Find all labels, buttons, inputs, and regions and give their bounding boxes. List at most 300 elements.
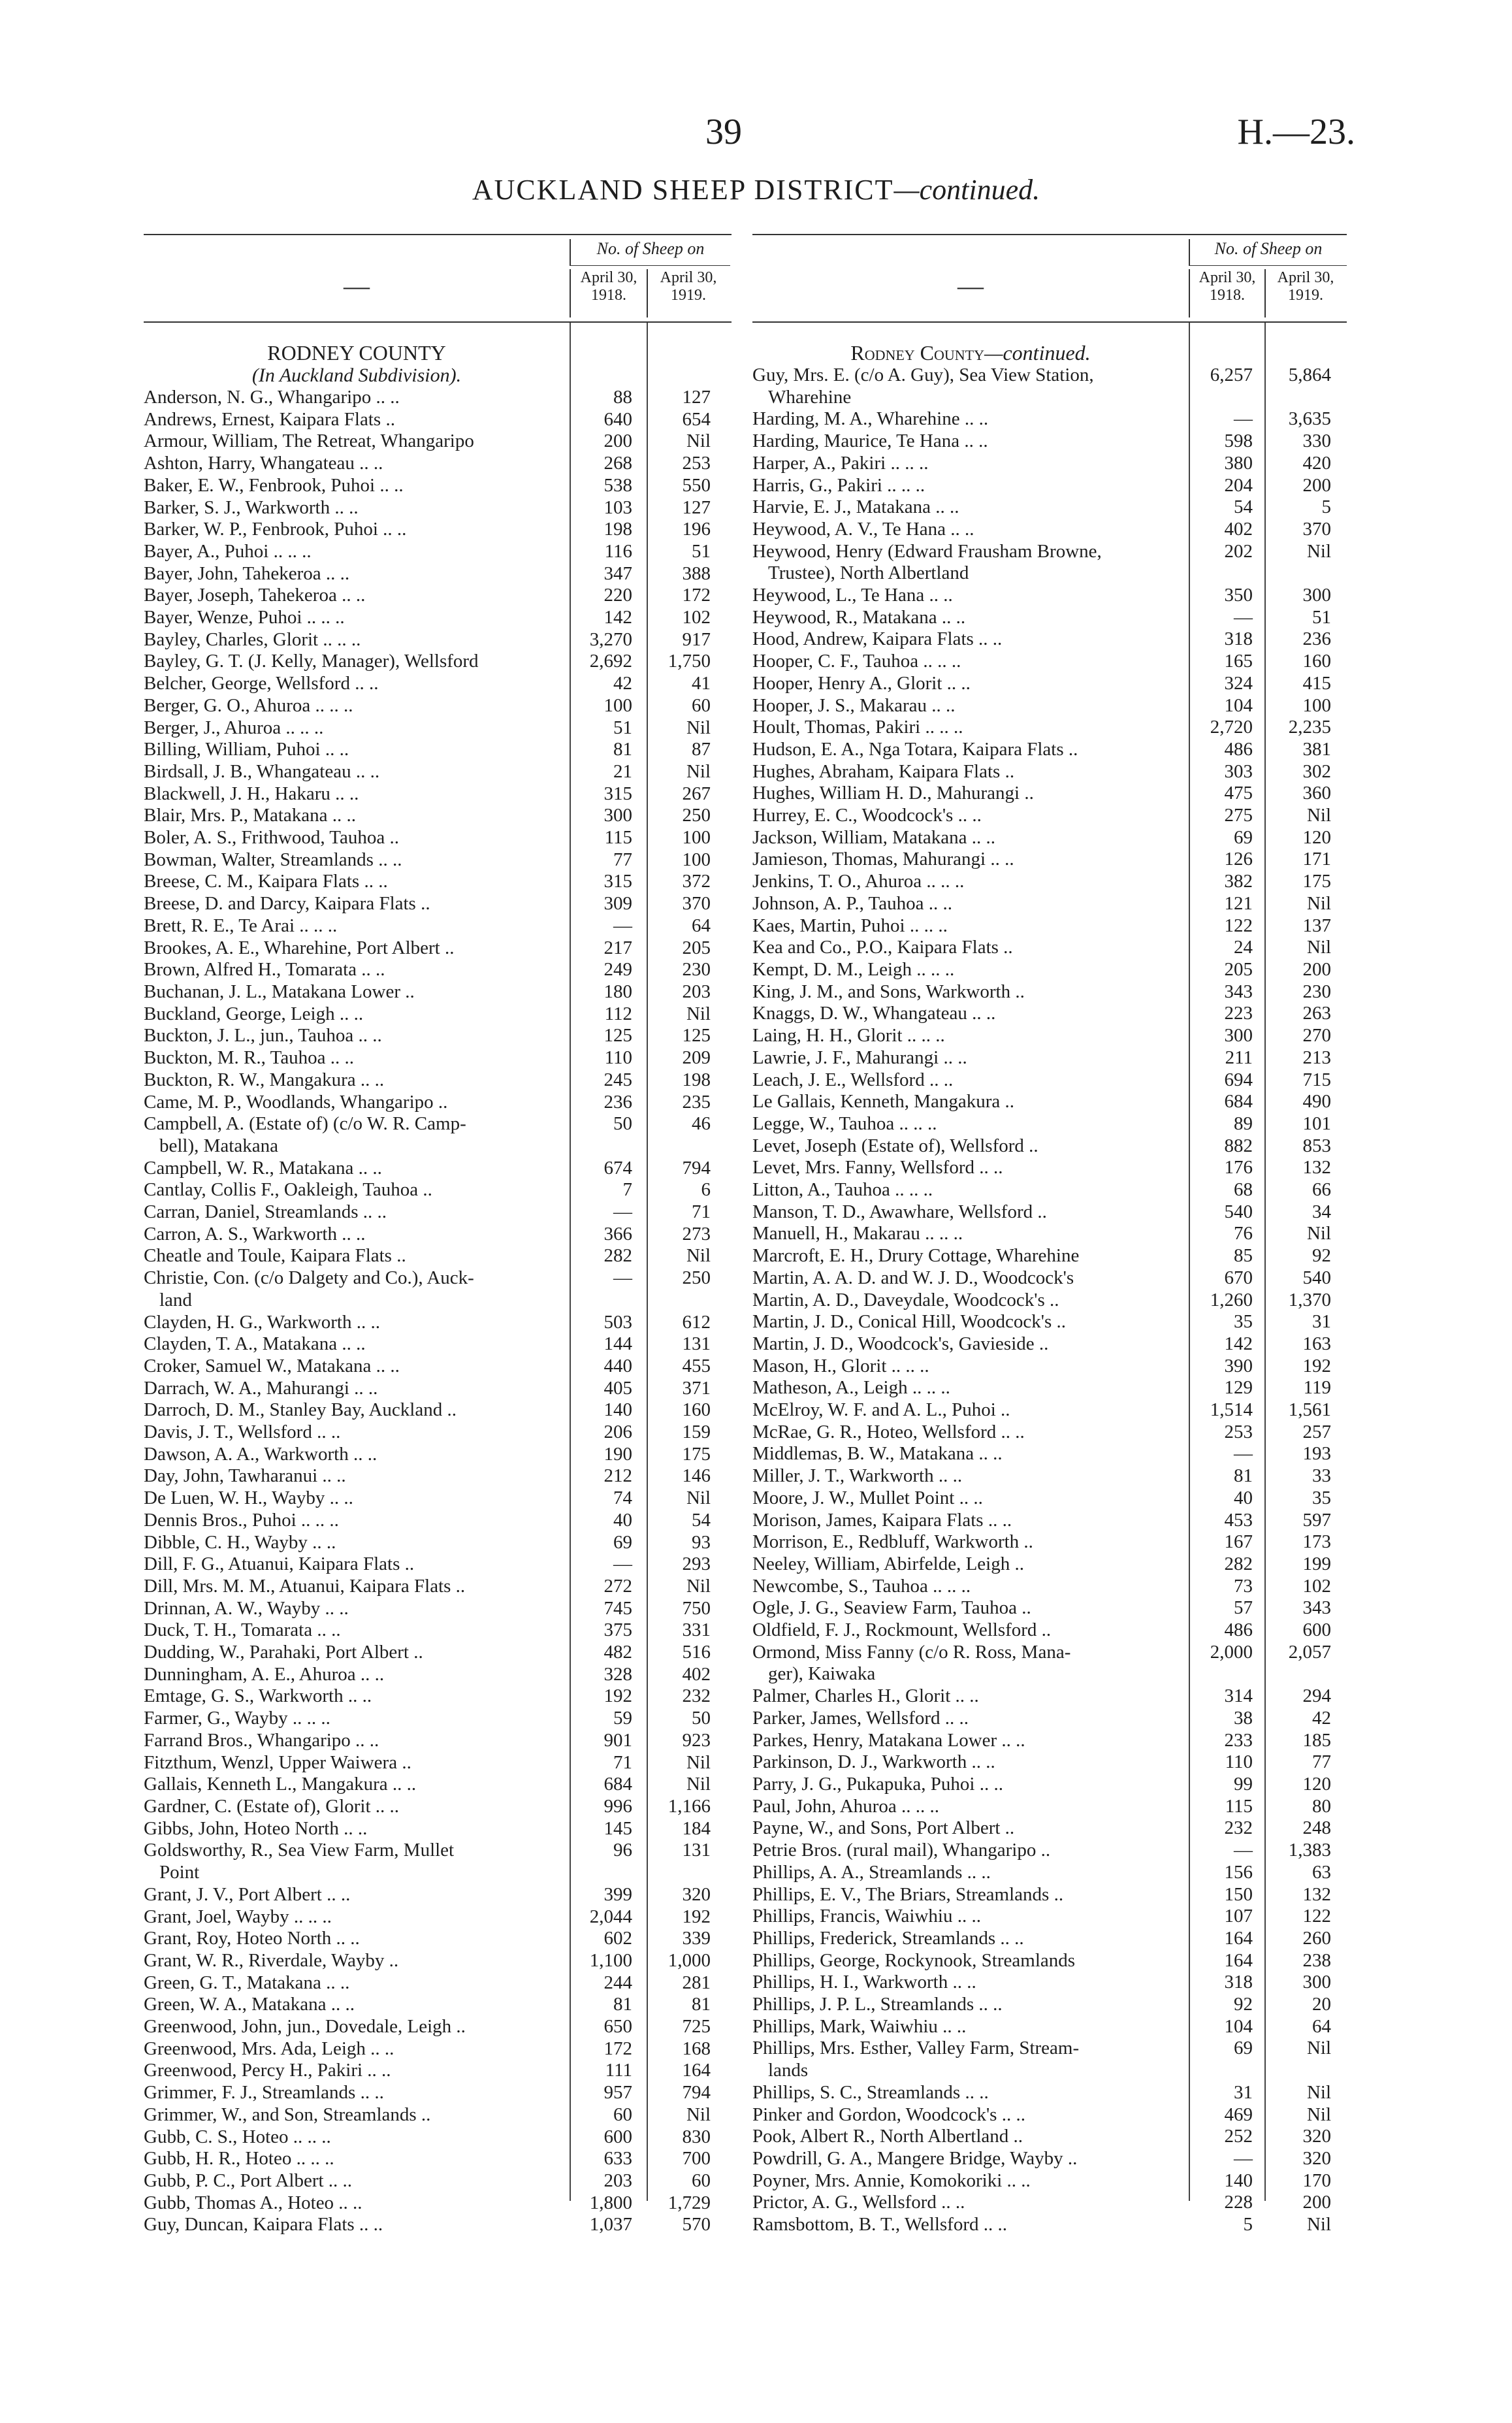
table-row	[752, 959, 1347, 981]
sheep-1919: 41	[692, 673, 711, 694]
sheep-1919: Nil	[686, 1003, 711, 1024]
table-row	[752, 1708, 1347, 1730]
owner-name-text: Duck, T. H., Tomarata .. ..	[144, 1619, 341, 1641]
table-row	[144, 453, 732, 475]
owner-name-text: Greenwood, Percy H., Pakiri .. ..	[144, 2060, 391, 2081]
sheep-1919: 92	[1312, 1245, 1331, 1267]
sheep-1919: 250	[682, 805, 711, 826]
owner-name	[752, 1113, 1183, 1135]
owner-name	[752, 1267, 1183, 1290]
table-row	[144, 1950, 732, 1972]
owner-name	[752, 981, 1183, 1003]
sheep-1918: 121	[1224, 892, 1253, 914]
sheep-1918: 315	[603, 871, 632, 892]
sheep-1919: Nil	[686, 1245, 711, 1267]
owner-name-text: Harris, G., Pakiri .. .. ..	[752, 474, 925, 496]
sheep-1919: 100	[682, 849, 711, 870]
sheep-1919: 2,235	[1288, 717, 1331, 738]
sheep-1919: Nil	[1306, 2038, 1331, 2059]
right-table-body	[752, 323, 1347, 2236]
owner-name-text: Pinker and Gordon, Woodcock's .. ..	[752, 2104, 1025, 2125]
sheep-1918: 100	[603, 694, 632, 716]
table-row	[752, 1817, 1347, 1840]
owner-name-text: Bayer, Wenze, Puhoi .. .. ..	[144, 607, 345, 628]
owner-name	[752, 827, 1183, 849]
sheep-1919: Nil	[686, 431, 711, 452]
sheep-1919: 516	[682, 1642, 711, 1663]
sheep-1918: 69	[1234, 2038, 1253, 2059]
sheep-1919: 93	[692, 1531, 711, 1553]
owner-name-text: Campbell, W. R., Matakana .. ..	[144, 1157, 382, 1179]
owner-name-text: Ramsbottom, B. T., Wellsford .. ..	[752, 2214, 1007, 2236]
table-row	[752, 871, 1347, 893]
owner-name-text: Anderson, N. G., Whangaripo .. ..	[144, 387, 400, 408]
sheep-1918: 324	[1224, 672, 1253, 694]
owner-name-text: Gallais, Kenneth L., Mangakura .. ..	[144, 1774, 417, 1795]
sheep-1918: 211	[1225, 1047, 1253, 1068]
table-row	[144, 1290, 732, 1312]
table-row	[144, 1685, 732, 1708]
sheep-1918: 164	[1224, 1927, 1253, 1949]
table-row	[752, 1179, 1347, 1201]
owner-name	[144, 1245, 562, 1267]
sheep-1919: 193	[1302, 1443, 1331, 1465]
owner-name	[144, 2060, 562, 2082]
sheep-1918: 142	[603, 607, 632, 628]
sheep-1918: 99	[1234, 1774, 1253, 1795]
table-row	[752, 1840, 1347, 1862]
table-row	[752, 1906, 1347, 1928]
owner-name	[752, 2104, 1183, 2126]
sheep-1918: 249	[603, 959, 632, 981]
table-row	[144, 1906, 732, 1928]
owner-name-text: Dibble, C. H., Wayby .. ..	[144, 1531, 336, 1553]
table-row	[752, 1356, 1347, 1378]
owner-name-text: Gibbs, John, Hoteo North .. ..	[144, 1817, 368, 1839]
sheep-1918: 81	[613, 739, 632, 760]
owner-name	[752, 1069, 1183, 1092]
table-row	[752, 1290, 1347, 1312]
owner-name	[752, 761, 1183, 783]
table-row	[752, 805, 1347, 827]
owner-name	[752, 1994, 1183, 2016]
table-row	[144, 1356, 732, 1378]
sheep-1918: 228	[1224, 2192, 1253, 2213]
owner-name	[752, 1774, 1183, 1796]
table-row	[144, 981, 732, 1003]
sheep-1918: 111	[605, 2060, 632, 2081]
sheep-1919: 343	[1302, 1597, 1331, 1619]
sheep-1919: 570	[682, 2214, 711, 2236]
owner-name	[144, 1730, 562, 1752]
table-row	[144, 1422, 732, 1444]
owner-name	[144, 2192, 562, 2215]
sheep-1919: 6	[701, 1179, 711, 1201]
owner-name-text: Cantlay, Collis F., Oakleigh, Tauhoa ..	[144, 1179, 432, 1201]
owner-name	[752, 1862, 1183, 1884]
sheep-1919: 54	[692, 1509, 711, 1531]
owner-name	[144, 431, 562, 453]
sheep-1918: 2,000	[1210, 1641, 1253, 1663]
owner-name-text: McRae, G. R., Hoteo, Wellsford .. ..	[752, 1421, 1025, 1442]
sheep-1919: 1,166	[668, 1796, 711, 1817]
sheep-1919: 300	[1302, 1972, 1331, 1993]
name-column-header: —	[344, 271, 370, 301]
sheep-1918: 144	[603, 1333, 632, 1355]
table-row	[144, 695, 732, 717]
sheep-1919: Nil	[1306, 892, 1331, 914]
table-row	[752, 1135, 1347, 1158]
sheep-1919: 198	[682, 1069, 711, 1090]
sheep-1919: Nil	[1306, 2081, 1331, 2103]
owner-name	[144, 1774, 562, 1796]
table-row	[752, 1047, 1347, 1069]
owner-name	[144, 1708, 562, 1730]
owner-name-text: Emtage, G. S., Warkworth .. ..	[144, 1685, 372, 1707]
owner-name	[752, 1730, 1183, 1752]
owner-name	[144, 1598, 562, 1620]
owner-name-text: Darrach, W. A., Mahurangi .. ..	[144, 1377, 378, 1399]
owner-name	[144, 805, 562, 827]
column-rule	[570, 323, 571, 2201]
table-row	[752, 893, 1347, 915]
sheep-1918: 1,260	[1210, 1289, 1253, 1310]
owner-name	[144, 937, 562, 960]
table-row	[144, 1642, 732, 1664]
table-row	[144, 607, 732, 629]
table-row	[144, 717, 732, 740]
table-row	[752, 2192, 1347, 2214]
sheep-1918: 180	[603, 981, 632, 1002]
owner-name-text: Phillips, J. P. L., Streamlands .. ..	[752, 1994, 1003, 2015]
owner-name	[752, 1356, 1183, 1378]
owner-name	[752, 1157, 1183, 1179]
sheep-1919: 794	[682, 1157, 711, 1179]
owner-name	[144, 1685, 562, 1708]
sheep-1919: 213	[1302, 1047, 1331, 1068]
owner-name	[752, 849, 1183, 871]
owner-name-text: Ogle, J. G., Seaview Farm, Tauhoa ..	[752, 1597, 1031, 1619]
owner-name	[144, 1972, 562, 1994]
sheep-1918: 204	[1224, 474, 1253, 496]
owner-name	[752, 651, 1183, 673]
table-row	[752, 981, 1347, 1003]
owner-name-text: Armour, William, The Retreat, Whangaripo	[144, 431, 474, 452]
sheep-1919: Nil	[686, 1488, 711, 1509]
owner-name-text: Mason, H., Glorit .. .. ..	[752, 1355, 929, 1376]
owner-name-text: Miller, J. T., Warkworth .. ..	[752, 1465, 963, 1487]
owner-name	[144, 1884, 562, 1906]
table-row	[752, 496, 1347, 519]
owner-name	[144, 1224, 562, 1246]
sheep-1919: 415	[1302, 672, 1331, 694]
owner-name	[752, 1597, 1183, 1619]
table-row	[144, 2170, 732, 2192]
sheep-1918: 5	[1243, 2214, 1253, 2236]
sheep-1918: 71	[613, 1751, 632, 1773]
table-row	[144, 761, 732, 783]
owner-name-text: Bayer, John, Tahekeroa .. ..	[144, 562, 350, 584]
sheep-1918: 206	[603, 1422, 632, 1443]
sheep-1918: 469	[1224, 2104, 1253, 2125]
owner-name-text: Guy, Duncan, Kaipara Flats .. ..	[144, 2214, 383, 2236]
sheep-1918: 232	[1224, 1817, 1253, 1839]
owner-name	[144, 2016, 562, 2038]
sheep-1919: 654	[682, 408, 711, 430]
sheep-1919: 715	[1302, 1069, 1331, 1090]
owner-name	[752, 1840, 1183, 1862]
sheep-1919: 175	[682, 1443, 711, 1465]
owner-name-text: Croker, Samuel W., Matakana .. ..	[144, 1355, 400, 1376]
table-row	[144, 1092, 732, 1114]
owner-name-text: Gubb, C. S., Hoteo .. .. ..	[144, 2126, 331, 2147]
owner-name-text: Moore, J. W., Mullet Point .. ..	[752, 1487, 983, 1508]
owner-name	[752, 1817, 1183, 1840]
sheep-1918: 303	[1224, 760, 1253, 782]
table-row	[144, 629, 732, 651]
sheep-1919: 171	[1302, 849, 1331, 870]
page-reference: H.—23.	[1237, 112, 1355, 152]
owner-name-text: Green, G. T., Matakana .. ..	[144, 1972, 350, 1993]
owner-name-text: Farmer, G., Wayby .. .. ..	[144, 1708, 330, 1729]
owner-name-text: Manuell, H., Makarau .. .. ..	[752, 1223, 963, 1244]
section-title-suffix: —continued.	[984, 341, 1091, 365]
table-row	[144, 1928, 732, 1950]
sheep-1918: 2,720	[1210, 717, 1253, 738]
owner-name	[144, 607, 562, 629]
table-row	[144, 1884, 732, 1906]
sheep-1919: 235	[682, 1091, 711, 1113]
table-row	[144, 1158, 732, 1180]
table-row	[752, 1069, 1347, 1092]
table-row	[144, 497, 732, 519]
owner-name	[752, 1135, 1183, 1158]
owner-name-text: Brett, R. E., Te Arai .. .. ..	[144, 915, 338, 936]
owner-name	[144, 497, 562, 519]
sheep-1918: 42	[613, 673, 632, 694]
owner-name-text: Dill, F. G., Atuanui, Kaipara Flats ..	[144, 1553, 415, 1575]
owner-name	[144, 2126, 562, 2149]
owner-name	[144, 783, 562, 805]
page-title	[0, 173, 1512, 206]
table-row	[144, 1840, 732, 1862]
owner-name	[752, 893, 1183, 915]
table-row	[144, 563, 732, 585]
column-rule	[1189, 323, 1190, 2201]
sheep-1919: 200	[1302, 958, 1331, 980]
owner-name	[752, 1685, 1183, 1708]
owner-name-text: Parkes, Henry, Matakana Lower .. ..	[752, 1729, 1025, 1751]
sheep-1918: 640	[603, 408, 632, 430]
sheep-1918: 126	[1224, 849, 1253, 870]
sheep-1918: 633	[603, 2148, 632, 2170]
owner-name	[144, 1840, 562, 1862]
table-row	[752, 2082, 1347, 2104]
owner-name-text: Trustee), North Albertland	[768, 562, 969, 584]
owner-name	[752, 2126, 1183, 2148]
table-row	[752, 651, 1347, 673]
owner-name-text: Le Gallais, Kenneth, Mangakura ..	[752, 1091, 1015, 1113]
sheep-1919: 2,057	[1288, 1641, 1331, 1663]
owner-name-text: Powdrill, G. A., Mangere Bridge, Wayby ..	[752, 2147, 1078, 2169]
owner-name-text: Morrison, E., Redbluff, Warkworth ..	[752, 1531, 1033, 1553]
table-row	[144, 1267, 732, 1290]
owner-name-text: Blackwell, J. H., Hakaru .. ..	[144, 783, 359, 804]
sheep-1918: 602	[603, 1928, 632, 1949]
owner-name-text: Phillips, George, Rockynook, Streamlands	[752, 1949, 1076, 1971]
table-row	[144, 2192, 732, 2215]
sheep-1919: 60	[692, 694, 711, 716]
owner-name-text: Prictor, A. G., Wellsford .. ..	[752, 2192, 965, 2213]
sheep-1919: 402	[682, 1663, 711, 1685]
owner-name-text: Grant, Joel, Wayby .. .. ..	[144, 1906, 332, 1927]
owner-name	[144, 1201, 562, 1224]
sheep-1918: 76	[1234, 1223, 1253, 1244]
owner-name	[752, 475, 1183, 497]
sheep-1918: —	[1234, 1443, 1253, 1465]
table-row	[752, 1311, 1347, 1333]
table-row	[144, 409, 732, 431]
sheep-1918: 318	[1224, 1972, 1253, 1993]
sheep-1918: 272	[603, 1575, 632, 1597]
owner-name	[144, 1356, 562, 1378]
owner-name-text: Point	[159, 1862, 200, 1883]
table-row	[752, 1157, 1347, 1179]
no-of-sheep-header: No. of Sheep on	[1189, 239, 1347, 266]
owner-name	[144, 871, 562, 893]
table-row	[752, 1113, 1347, 1135]
sheep-1919: 175	[1302, 871, 1331, 892]
owner-name-text: Buckton, R. W., Mangakura .. ..	[144, 1069, 385, 1090]
sheep-1918: 300	[603, 805, 632, 826]
sheep-1918: 1,800	[589, 2192, 632, 2213]
owner-name-text: Buckton, M. R., Tauhoa .. ..	[144, 1047, 355, 1069]
table-row	[752, 673, 1347, 695]
table-row	[752, 2148, 1347, 2170]
table-row	[144, 1752, 732, 1774]
sheep-1919: 300	[1302, 585, 1331, 606]
sheep-1919: 203	[682, 981, 711, 1002]
owner-name	[144, 1267, 562, 1290]
table-row	[752, 1465, 1347, 1488]
owner-name	[752, 1488, 1183, 1510]
owner-name-text: Came, M. P., Woodlands, Whangaripo ..	[144, 1091, 448, 1113]
table-row	[752, 1730, 1347, 1752]
table-row	[144, 2148, 732, 2170]
sheep-1919: 281	[682, 1972, 711, 1993]
sheep-1919: 63	[1312, 1861, 1331, 1883]
sheep-1918: 51	[613, 717, 632, 738]
sheep-1918: 328	[603, 1663, 632, 1685]
owner-name	[144, 1025, 562, 1047]
owner-name	[752, 1906, 1183, 1928]
sheep-1919: 238	[1302, 1949, 1331, 1971]
sheep-1919: 490	[1302, 1091, 1331, 1113]
sheep-1919: 200	[1302, 474, 1331, 496]
table-row	[144, 2038, 732, 2060]
sheep-1919: 420	[1302, 452, 1331, 474]
owner-name-text: Phillips, S. C., Streamlands .. ..	[752, 2081, 989, 2103]
owner-name-text: Bayley, Charles, Glorit .. .. ..	[144, 628, 361, 650]
owner-name-text: Ashton, Harry, Whangateau .. ..	[144, 453, 383, 474]
table-row	[144, 871, 732, 893]
owner-name	[144, 1047, 562, 1069]
owner-name	[144, 761, 562, 783]
owner-name	[144, 1135, 562, 1158]
sheep-1918: 318	[1224, 628, 1253, 650]
owner-name-text: Heywood, A. V., Te Hana .. ..	[752, 518, 974, 540]
sheep-1919: Nil	[1306, 2104, 1331, 2125]
sheep-1919: 209	[682, 1047, 711, 1069]
sheep-1919: 3,635	[1288, 408, 1331, 430]
table-row	[144, 2016, 732, 2038]
sheep-1919: 232	[682, 1685, 711, 1707]
table-row	[752, 387, 1347, 409]
owner-name	[144, 981, 562, 1003]
sheep-1919: Nil	[686, 1751, 711, 1773]
owner-name	[752, 519, 1183, 541]
owner-name-text: Barker, S. J., Warkworth .. ..	[144, 496, 359, 518]
owner-name-text: Heywood, L., Te Hana .. ..	[752, 585, 953, 606]
owner-name-text: Hughes, Abraham, Kaipara Flats ..	[752, 760, 1015, 782]
table-row	[752, 453, 1347, 475]
sheep-1918: 73	[1234, 1575, 1253, 1597]
sheep-1918: 996	[603, 1796, 632, 1817]
owner-name	[144, 1532, 562, 1554]
table-row	[144, 1598, 732, 1620]
owner-name	[144, 1664, 562, 1686]
sheep-1918: 684	[1224, 1091, 1253, 1113]
owner-name	[144, 893, 562, 915]
owner-name	[752, 1047, 1183, 1069]
owner-name-text: Buckland, George, Leigh .. ..	[144, 1003, 364, 1024]
sheep-1918: 110	[1225, 1751, 1253, 1773]
sheep-1919: 131	[682, 1840, 711, 1861]
no-of-sheep-header: No. of Sheep on	[570, 239, 730, 266]
owner-name	[752, 431, 1183, 453]
table-row	[752, 2126, 1347, 2148]
sheep-1918: 1,514	[1210, 1399, 1253, 1421]
sheep-1918: 402	[1224, 518, 1253, 540]
owner-name	[144, 1862, 562, 1884]
owner-name-text: Hoult, Thomas, Pakiri .. .. ..	[752, 717, 963, 738]
sheep-1919: 77	[1312, 1751, 1331, 1773]
table-row	[752, 695, 1347, 717]
owner-name-text: Baker, E. W., Fenbrook, Puhoi .. ..	[144, 474, 404, 496]
sheep-1919: 196	[682, 519, 711, 540]
sheep-1918: 957	[603, 2082, 632, 2104]
sheep-1918: 145	[603, 1817, 632, 1839]
sheep-1918: 69	[613, 1531, 632, 1553]
owner-name-text: Greenwood, Mrs. Ada, Leigh .. ..	[144, 2038, 394, 2059]
owner-name-text: Phillips, Mrs. Esther, Valley Farm, Stream-	[752, 2038, 1080, 2059]
sheep-1918: 503	[603, 1311, 632, 1333]
sheep-1918: 1,100	[589, 1949, 632, 1971]
owner-name	[752, 2148, 1183, 2170]
owner-name-text: Morison, James, Kaipara Flats .. ..	[752, 1509, 1012, 1531]
owner-name-text: Greenwood, John, jun., Dovedale, Leigh ..	[144, 2016, 466, 2038]
sheep-1918: 167	[1224, 1531, 1253, 1553]
owner-name-text: Clayden, T. A., Matakana .. ..	[144, 1333, 366, 1355]
sheep-1919: 700	[682, 2148, 711, 2170]
owner-name-text: Grimmer, F. J., Streamlands .. ..	[144, 2082, 384, 2104]
sheep-1918: 600	[603, 2126, 632, 2147]
table-row	[752, 1091, 1347, 1113]
table-row	[752, 1399, 1347, 1422]
title-main: AUCKLAND SHEEP DISTRICT	[472, 174, 894, 206]
owner-name	[144, 1510, 562, 1532]
owner-name	[144, 651, 562, 673]
